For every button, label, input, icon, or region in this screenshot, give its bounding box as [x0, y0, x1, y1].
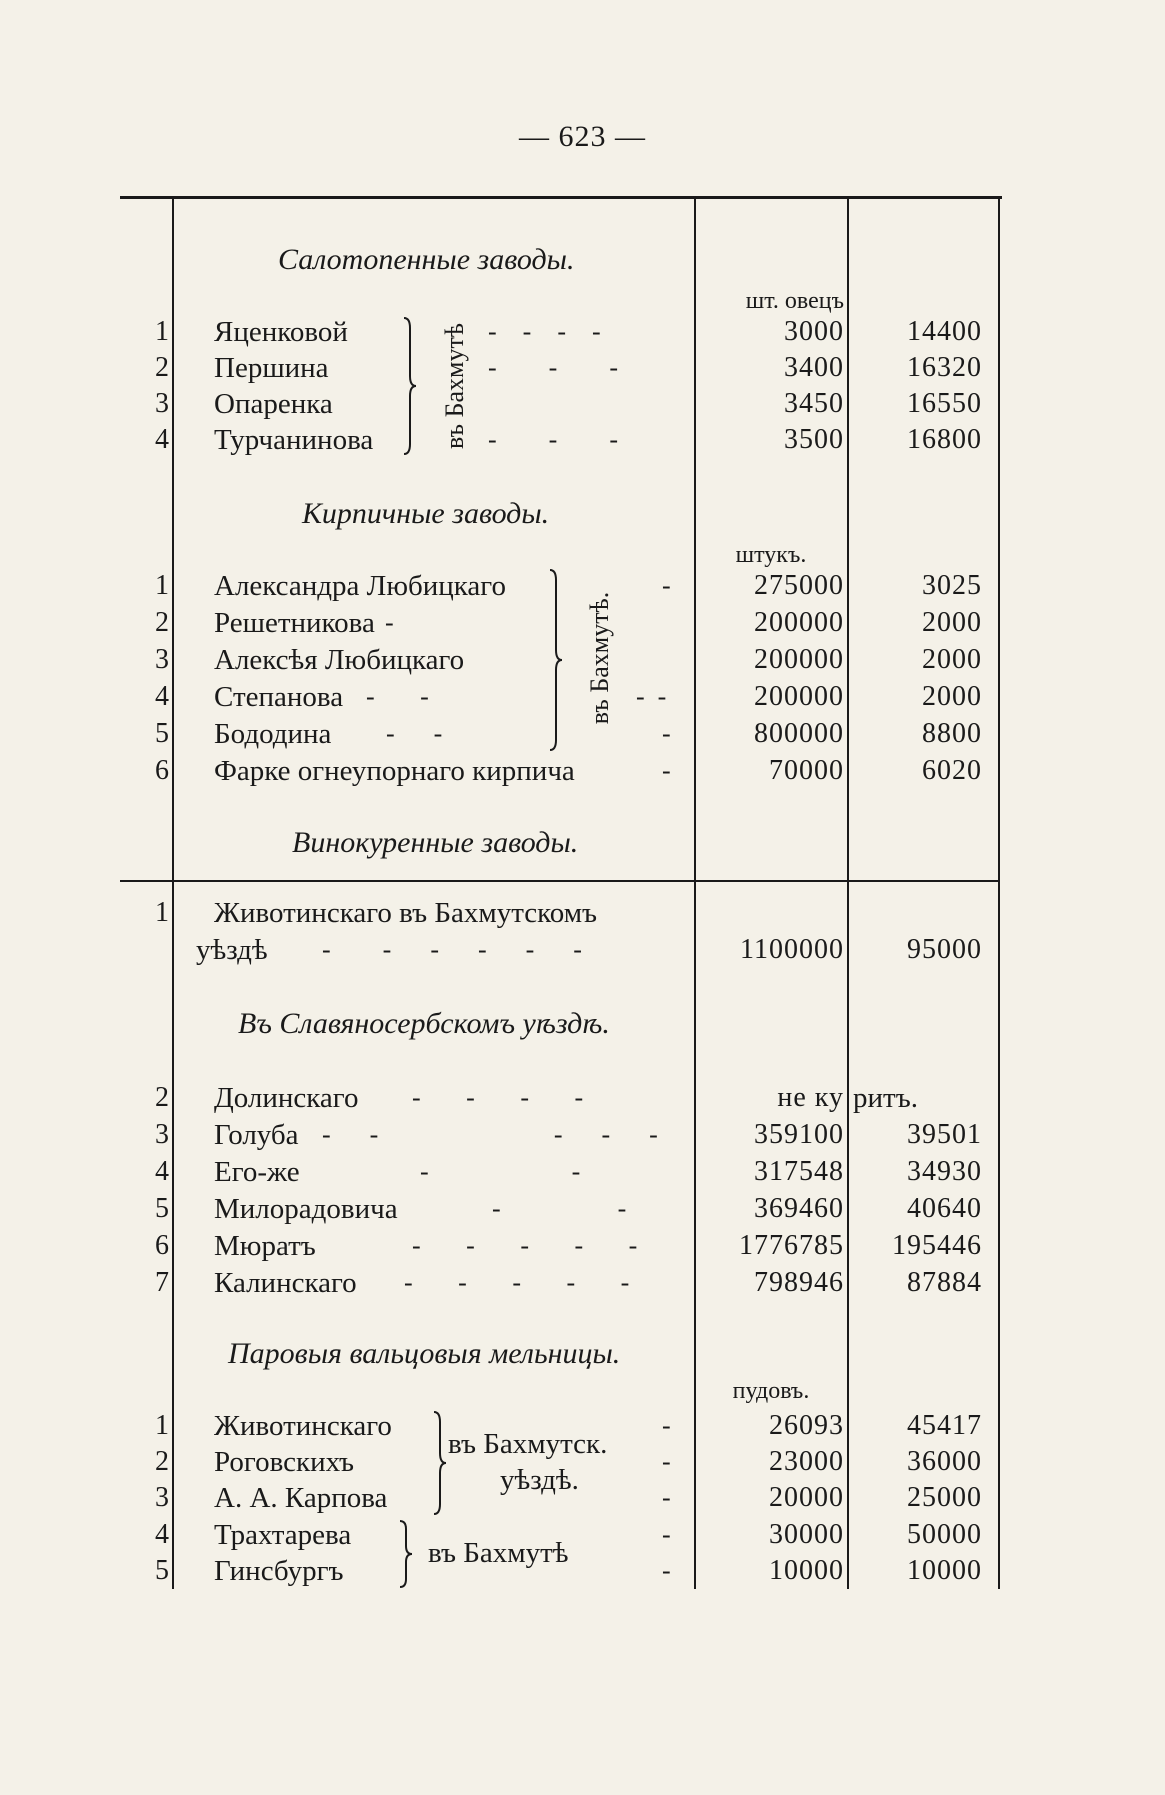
mill-name: Трахтарева [214, 1519, 352, 1551]
mill-name: А. А. Карпова [214, 1482, 388, 1514]
value-col4: 16800 [907, 424, 982, 455]
row-number: 3 [155, 388, 169, 419]
factory-name: Животинскаго въ Бахмутскомъ [214, 897, 598, 929]
leader-dashes: - - - [488, 425, 618, 454]
value-col3: 20000 [769, 1482, 844, 1513]
value-col4: 10000 [907, 1555, 982, 1586]
value-col4: 16550 [907, 388, 982, 419]
value-col3: 3000 [784, 316, 844, 347]
factory-name: Александра Любицкаго [214, 570, 506, 602]
leader-dashes: - - - - [412, 1083, 584, 1112]
column-rule-2 [694, 199, 696, 1589]
factory-name: Бододина [214, 718, 332, 750]
mills-group2-place-label: въ Бахмутѣ [428, 1537, 569, 1569]
value-col3: 30000 [769, 1519, 844, 1550]
value-col3: не ку [777, 1082, 844, 1113]
column-rule-3 [847, 199, 849, 1589]
row-number: 1 [155, 1410, 169, 1441]
value-col3: 3500 [784, 424, 844, 455]
leader-dashes: - - - - - - [322, 935, 582, 964]
leader-dashes: - - [386, 719, 443, 748]
leader-dashes: - [662, 571, 671, 600]
leader-dashes: - - [420, 1157, 581, 1186]
brace-mills-group2 [398, 1519, 414, 1589]
value-col3: 369460 [754, 1193, 844, 1224]
mill-name: Роговскихъ [214, 1446, 354, 1478]
value-col4: 2000 [922, 644, 982, 675]
value-col4: 195446 [892, 1230, 982, 1261]
factory-name: Милорадовича [214, 1193, 398, 1225]
value-col3: 200000 [754, 607, 844, 638]
row-number: 3 [155, 644, 169, 675]
value-col4: 8800 [922, 718, 982, 749]
row-number: 7 [155, 1267, 169, 1298]
row-number: 6 [155, 755, 169, 786]
factory-name: Голуба [214, 1119, 299, 1151]
value-col3: 798946 [754, 1267, 844, 1298]
section-divider-rule [120, 880, 1000, 882]
unit-label-poods: пудовъ. [732, 1378, 810, 1404]
factory-name: Мюратъ [214, 1230, 316, 1262]
factory-name: Его-же [214, 1156, 300, 1188]
factory-name: Яценковой [214, 316, 348, 348]
leader-dashes: - [662, 756, 671, 785]
place-label-kirpichnye: въ Бахмутѣ. [585, 591, 614, 725]
mill-name: Гинсбургъ [214, 1555, 344, 1587]
leader-dashes: - [662, 1411, 671, 1440]
row-number: 3 [155, 1482, 169, 1513]
value-col3: 70000 [769, 755, 844, 786]
value-col4: 45417 [907, 1410, 982, 1441]
value-col3: 200000 [754, 681, 844, 712]
leader-dashes: - [662, 1520, 671, 1549]
row-number: 6 [155, 1230, 169, 1261]
row-number: 1 [155, 570, 169, 601]
row-number: 5 [155, 1555, 169, 1586]
leader-dashes: - [662, 719, 671, 748]
value-col4: 6020 [922, 755, 982, 786]
brace-salotopennye [402, 316, 418, 456]
row-number: 1 [155, 897, 169, 928]
leader-dashes: - [662, 1556, 671, 1585]
brace-kirpichnye [548, 568, 564, 752]
unit-label-sheep: шт. овецъ [745, 288, 844, 314]
value-col3: 3450 [784, 388, 844, 419]
value-col3: 26093 [769, 1410, 844, 1441]
section-title-melnitsy: Паровыя вальцовыя мельницы. [228, 1337, 621, 1370]
value-col4: 25000 [907, 1482, 982, 1513]
value-col3: 800000 [754, 718, 844, 749]
brace-mills-group1 [432, 1410, 448, 1516]
mill-name: Животинскаго [214, 1410, 392, 1442]
factory-name: Долинскаго [214, 1082, 359, 1114]
section-title-vinokurennye: Винокуренные заводы. [292, 826, 579, 859]
page-number: — 623 — [519, 120, 646, 153]
leader-dashes: - [385, 608, 394, 637]
value-col3: 1776785 [739, 1230, 844, 1261]
leader-dashes: - - - - - [322, 1120, 658, 1149]
leader-dashes: - - - - - [404, 1268, 630, 1297]
value-col4: 14400 [907, 316, 982, 347]
leader-dashes: - - [636, 682, 667, 711]
value-col3: 3400 [784, 352, 844, 383]
row-number: 2 [155, 352, 169, 383]
leader-dashes: - - - [488, 353, 618, 382]
value-col3: 10000 [769, 1555, 844, 1586]
leader-dashes: - - - - [488, 317, 601, 346]
value-col4: 50000 [907, 1519, 982, 1550]
value-col4: 34930 [907, 1156, 982, 1187]
value-col3: 275000 [754, 570, 844, 601]
value-col3: 317548 [754, 1156, 844, 1187]
row-number: 5 [155, 1193, 169, 1224]
factory-name: Калинскаго [214, 1267, 357, 1299]
value-col3: 200000 [754, 644, 844, 675]
value-col4: 87884 [907, 1267, 982, 1298]
factory-name: Решетникова [214, 607, 375, 639]
value-col3: 23000 [769, 1446, 844, 1477]
column-rule-4 [998, 199, 1000, 1589]
mills-group1-place-label-line2: уѣздѣ. [500, 1464, 579, 1496]
value-col3: 1100000 [740, 934, 844, 965]
row-number: 5 [155, 718, 169, 749]
leader-dashes: - - - - - [412, 1231, 638, 1260]
value-col4: 2000 [922, 681, 982, 712]
factory-name-continued: уѣздѣ [196, 934, 268, 966]
row-number: 2 [155, 1446, 169, 1477]
value-col4: 95000 [907, 934, 982, 965]
row-number: 2 [155, 1082, 169, 1113]
leader-dashes: - - [366, 682, 429, 711]
row-number: 3 [155, 1119, 169, 1150]
factory-name: Фарке огнеупорнаго кирпича [214, 755, 575, 787]
row-number: 4 [155, 424, 169, 455]
leader-dashes: - [662, 1483, 671, 1512]
section-title-salotopennye: Салотопенные заводы. [278, 243, 575, 276]
value-col4: 39501 [907, 1119, 982, 1150]
row-number: 1 [155, 316, 169, 347]
row-number: 4 [155, 681, 169, 712]
leader-dashes: - - [492, 1194, 627, 1223]
value-col4: 2000 [922, 607, 982, 638]
factory-name: Опаренка [214, 388, 333, 420]
value-col4: ритъ. [853, 1082, 918, 1114]
place-label-salotopennye: въ Бахмутѣ [440, 323, 469, 449]
row-number: 4 [155, 1156, 169, 1187]
value-col4: 36000 [907, 1446, 982, 1477]
row-number: 2 [155, 607, 169, 638]
section-title-slavyanoserbsk: Въ Славяносербскомъ уѣздѣ. [238, 1007, 610, 1040]
factory-name: Степанова [214, 681, 344, 713]
value-col3: 359100 [754, 1119, 844, 1150]
mills-group1-place-label: въ Бахмутск. [448, 1428, 608, 1460]
table-top-rule [120, 196, 1002, 199]
factory-name: Першина [214, 352, 329, 384]
factory-name: Алексѣя Любицкаго [214, 644, 465, 676]
value-col4: 3025 [922, 570, 982, 601]
factory-name: Турчанинова [214, 424, 374, 456]
value-col4: 16320 [907, 352, 982, 383]
section-title-kirpichnye: Кирпичные заводы. [302, 497, 550, 530]
unit-label-pieces: штукъ. [735, 542, 807, 568]
value-col4: 40640 [907, 1193, 982, 1224]
row-number: 4 [155, 1519, 169, 1550]
leader-dashes: - [662, 1447, 671, 1476]
